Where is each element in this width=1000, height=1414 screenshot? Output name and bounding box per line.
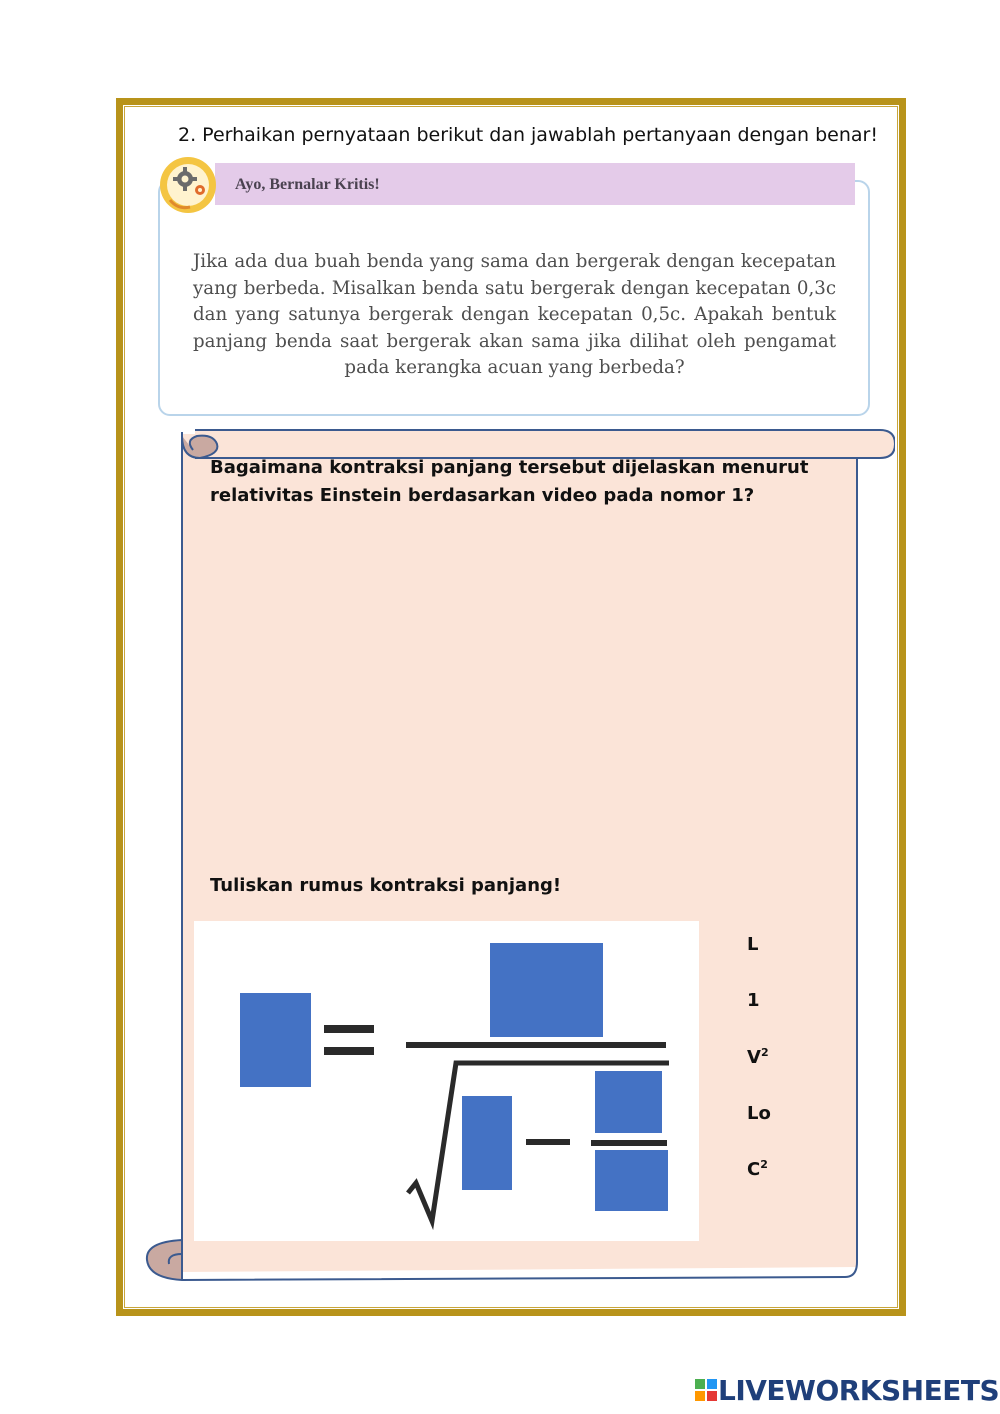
question-title: 2. Perhaikan pernyataan berikut dan jawablah pertanyaan dengan benar!: [178, 124, 878, 146]
scroll-question-2: Tuliskan rumus kontraksi panjang!: [210, 875, 562, 896]
drop-zone-inner-numerator[interactable]: [595, 1071, 662, 1133]
drop-zone-inner-denominator[interactable]: [595, 1150, 668, 1211]
reasoning-card-body: Jika ada dua buah benda yang sama dan bergerak dengan kecepatan yang berbeda. Misalkan benda satu bergerak dengan kecepatan 0,3c dan yang satunya bergerak dengan kecepatan 0,5c. Apakah bentuk panjang benda saat bergerak akan sama jika dilihat oleh pengamat pada kerangka acuan yang berbeda?: [193, 251, 836, 378]
inner-fraction-bar: [591, 1140, 667, 1146]
drop-zone-left-side[interactable]: [240, 993, 311, 1087]
term-1[interactable]: 1: [747, 990, 760, 1011]
logo-icon: [694, 1378, 718, 1402]
scroll-question-1: Bagaimana kontraksi panjang tersebut dijelaskan menurut relativitas Einstein berdasarkan video pada nomor 1?: [210, 457, 809, 506]
term-lo[interactable]: Lo: [747, 1103, 771, 1124]
length-contraction-formula: [194, 921, 699, 1241]
drop-zone-sqrt-term[interactable]: [462, 1096, 512, 1190]
drop-zone-numerator[interactable]: [490, 943, 603, 1037]
term-v-squared[interactable]: $V^2$: [747, 1046, 769, 1068]
minus-sign: [526, 1139, 570, 1145]
logo-text: LIVEWORKSHEETS: [718, 1373, 1000, 1407]
gear-icon: [158, 155, 218, 215]
reasoning-card-title: Ayo, Bernalar Kritis!: [235, 176, 380, 193]
fraction-bar: [406, 1042, 666, 1048]
term-c-squared[interactable]: $C^2$: [747, 1158, 768, 1180]
equals-sign: [324, 1025, 374, 1033]
term-l[interactable]: L: [747, 934, 759, 955]
liveworksheets-logo: [694, 1375, 999, 1405]
